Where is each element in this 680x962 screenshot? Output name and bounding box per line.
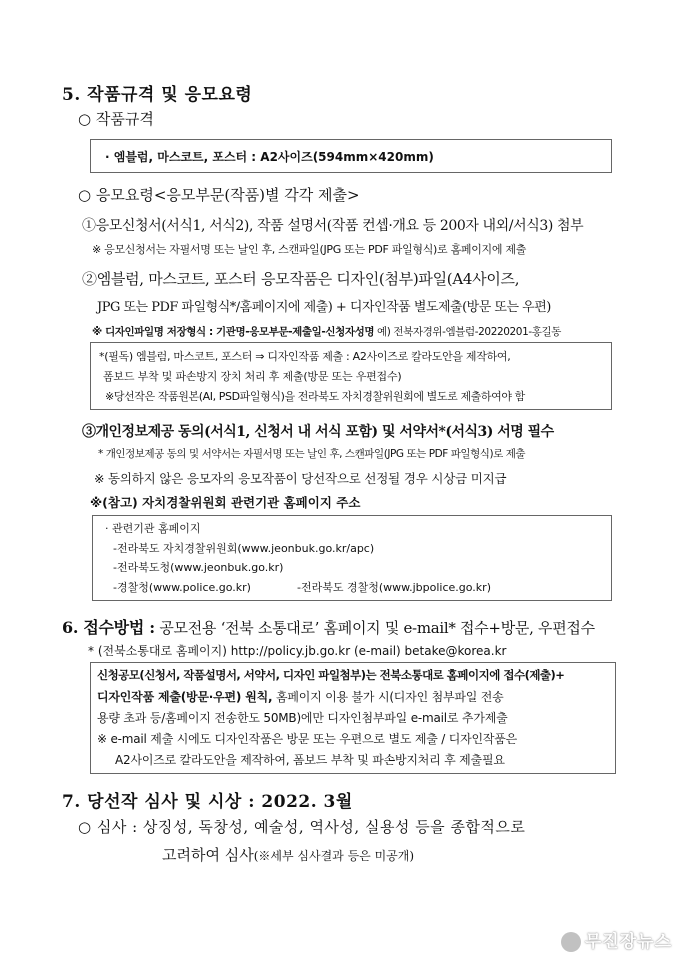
submission-exception: 홈페이지 이용 불가 시(디자인 첨부파일 전송 <box>272 690 504 704</box>
spec-heading: ○ 작품규격 <box>78 110 154 128</box>
notice-line3: ※당선작은 작품원본(AI, PSD파일형식)을 전라북도 자치경찰위원회에 별도로 제출하여야 함 <box>105 390 525 403</box>
watermark <box>561 927 672 952</box>
notice-line1: *(필독) 엠블럼, 마스코트, 포스터 ⇒ 디자인작품 제출 : A2사이즈로 칼라도안을 제작하여, <box>99 350 511 363</box>
link-police[interactable]: -경찰청(www.police.go.kr) <box>113 581 251 594</box>
submission-line4: ※ e-mail 제출 시에도 디자인작품은 방문 또는 우편으로 별도 제출 / 디자인작품은 <box>97 732 518 746</box>
submission-line1: 신청공모(신청서, 작품설명서, 서약서, 디자인 파일첨부)는 전북소통대로 홈페이지에 접수(제출)+ <box>97 668 565 682</box>
item2-note-format: ※ 디자인파일명 저장형식 : 기관명-응모부문-제출일-신청자성명 <box>92 326 375 338</box>
item1-main: ①응모신청서(서식1, 서식2), 작품 설명서(작품 컨셉·개요 등 200자 내외/서식3) 첨부 <box>82 218 584 234</box>
section6-note: * (전북소통대로 홈페이지) http://policy.jb.go.kr (e-mail) betake@korea.kr <box>88 644 507 658</box>
watermark-text: 무진장뉴스 <box>584 932 672 952</box>
section6-label: 6. 접수방법 : <box>62 618 155 637</box>
notice-box <box>90 342 612 410</box>
reference-heading: ※(참고) 자치경찰위원회 관련기관 홈페이지 주소 <box>90 495 361 510</box>
item2-line1: ②엠블럼, 마스코트, 포스터 응모작품은 디자인(첨부)파일(A4사이즈, <box>82 270 520 288</box>
section5-title: 5. 작품규격 및 응모요령 <box>62 85 253 105</box>
apply-heading: ○ 응모요령<응모부문(작품)별 각각 제출> <box>78 186 360 204</box>
item2-note <box>92 324 561 339</box>
review-text: 고려하여 심사 <box>162 846 254 864</box>
notice-line2: 폼보드 부착 및 파손방지 장치 처리 후 제출(방문 또는 우편접수) <box>103 370 402 383</box>
link-jbpolice[interactable]: -전라북도 경찰청(www.jbpolice.go.kr) <box>297 581 491 594</box>
submission-line3: 용량 초과 등/홈페이지 전송한도 50MB)에만 디자인첨부파일 e-mail로 추가제출 <box>97 711 508 725</box>
section7-line1: ○ 심사 : 상징성, 독창성, 예술성, 역사성, 실용성 등을 종합적으로 <box>78 818 526 836</box>
submission-line2 <box>97 688 504 705</box>
watermark-logo-icon <box>561 932 581 952</box>
section7-line2 <box>162 844 414 865</box>
spec-text: · 엠블럼, 마스코트, 포스터 : A2사이즈(594mm×420mm) <box>105 150 434 164</box>
submission-box <box>90 662 616 774</box>
section7-title: 7. 당선작 심사 및 시상 : 2022. 3월 <box>62 792 353 812</box>
reference-box <box>92 515 612 601</box>
item3-main: ③개인정보제공 동의(서식1, 신청서 내 서식 포함) 및 서약서*(서식3) 서명 필수 <box>82 424 554 440</box>
item3-note1: * 개인정보제공 동의 및 서약서는 자필서명 또는 날인 후, 스캔파일(JPG 또는 PDF 파일형식)로 제출 <box>98 448 526 460</box>
section6-desc: 공모전용 ‘전북 소통대로’ 홈페이지 및 e-mail* 접수+방문, 우편접수 <box>159 619 595 637</box>
link-jeonbuk[interactable]: -전라북도청(www.jeonbuk.go.kr) <box>113 561 284 574</box>
submission-line5: A2사이즈로 칼라도안을 제작하여, 폼보드 부착 및 파손방지처리 후 제출필요 <box>115 753 505 767</box>
item2-note-example: 예) 전북자경위-엠블럼-20220201-홍길동 <box>377 326 561 338</box>
submission-principle: 디자인작품 제출(방문·우편) 원칙, <box>97 690 273 704</box>
link-apc[interactable]: -전라북도 자치경찰위원회(www.jeonbuk.go.kr/apc) <box>113 542 375 555</box>
review-note: (※세부 심사결과 등은 미공개) <box>253 849 415 863</box>
spec-box <box>90 139 612 173</box>
section6-title <box>62 615 595 638</box>
reference-title: · 관련기관 홈페이지 <box>105 522 201 535</box>
item3-note2: ※ 동의하지 않은 응모자의 응모작품이 당선작으로 선정될 경우 시상금 미지급 <box>94 471 507 486</box>
item1-note: ※ 응모신청서는 자필서명 또는 날인 후, 스캔파일(JPG 또는 PDF 파일형식)로 홈페이지에 제출 <box>92 243 527 256</box>
item2-line2: JPG 또는 PDF 파일형식*/홈페이지에 제출) + 디자인작품 별도제출(방문 또는 우편) <box>97 300 551 315</box>
